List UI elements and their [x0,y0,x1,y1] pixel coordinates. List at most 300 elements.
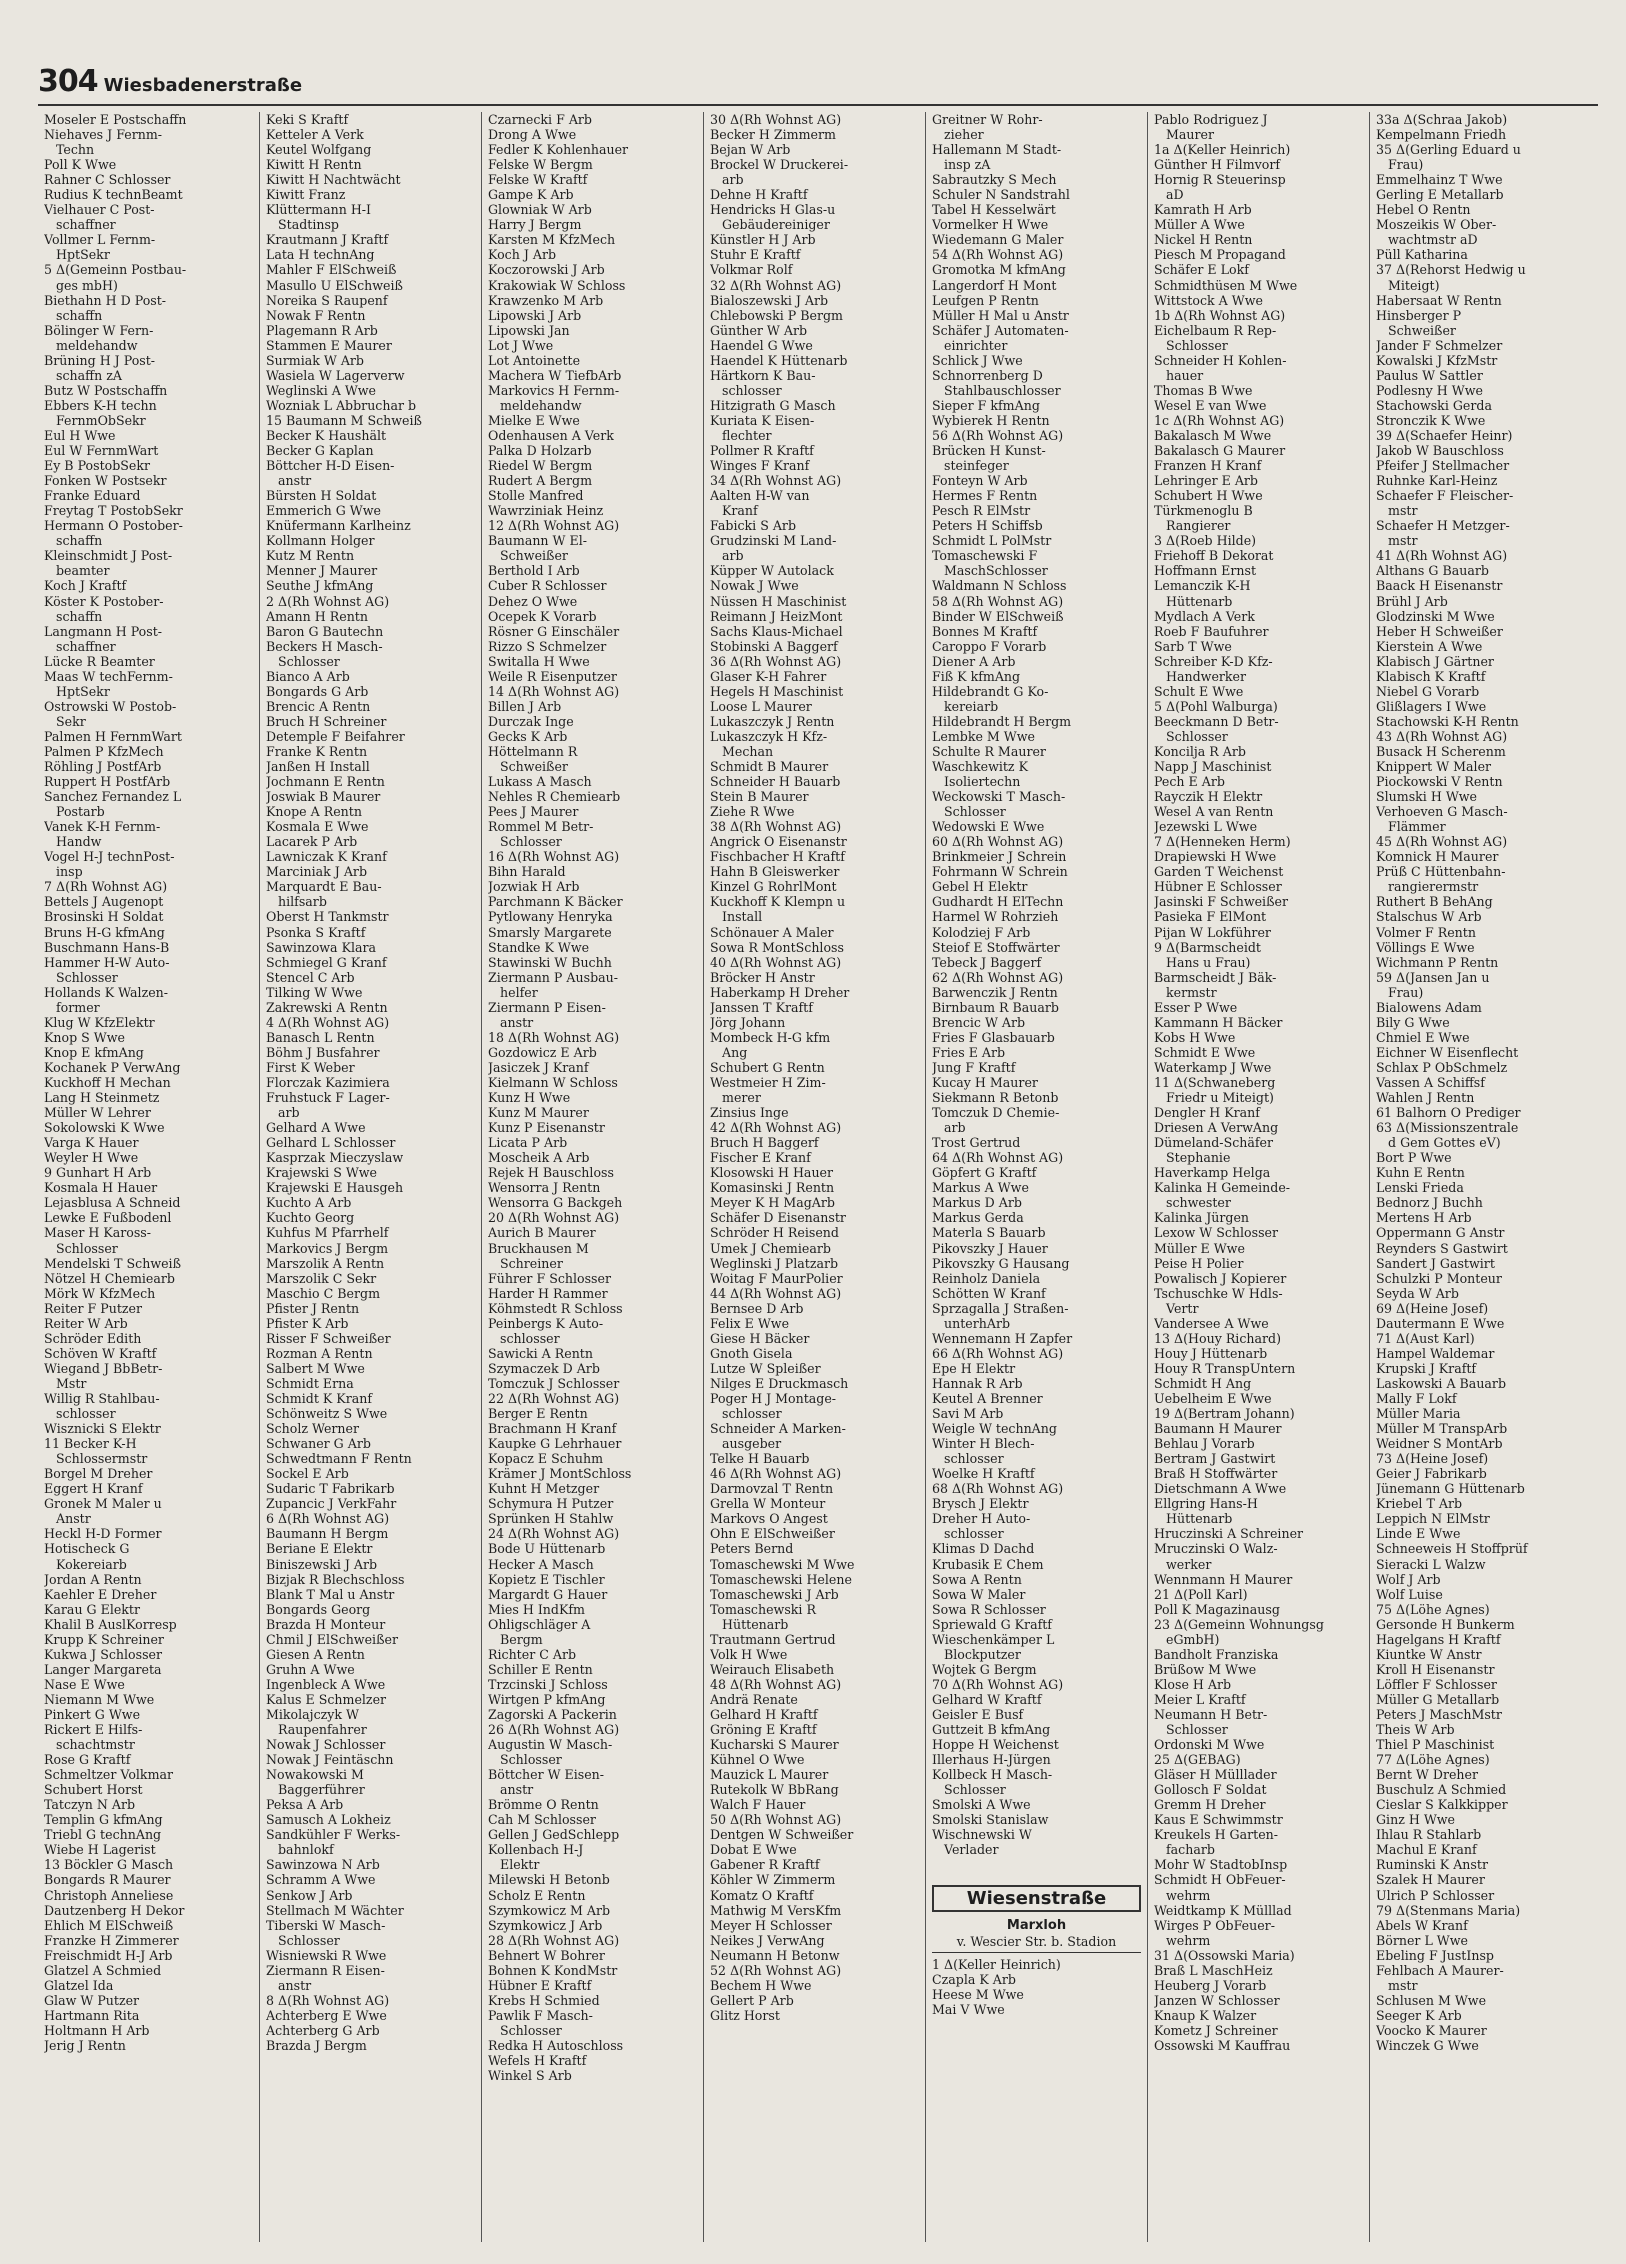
directory-entry: Stronczik K Wwe [1376,412,1486,428]
page-header [38,64,302,99]
directory-entry: Schlax P ObSchmelz [1376,1059,1508,1075]
directory-entry: Rangierer [1166,518,1231,534]
directory-entry: Surmiak W Arb [266,352,364,368]
directory-entry: Markus Gerda [932,1210,1024,1226]
directory-entry: anstr [278,473,312,489]
directory-entry: Müller A Wwe [1154,217,1245,233]
directory-entry: HptSekr [56,247,110,263]
directory-entry: Sawinzowa Klara [266,939,377,955]
directory-entry: Bode U Hüttenarb [488,1541,606,1557]
directory-entry: Lipowski J Arb [488,307,582,323]
directory-entry: Schubert Horst [44,1782,143,1798]
directory-entry: Ulrich P Schlosser [1376,1887,1495,1903]
directory-entry: aD [1166,187,1184,203]
directory-entry: Nowak F Rentn [266,307,366,323]
directory-entry: Rudius K technBeamt [44,187,183,203]
directory-entry: Weyler H Wwe [44,1150,139,1166]
directory-entry: Stellmach M Wächter [266,1902,404,1918]
directory-entry: Brysch J Elektr [932,1496,1029,1512]
directory-entry: facharb [1166,1842,1215,1858]
directory-entry: Schweißer [500,548,568,564]
directory-entry: Wiebe H Lagerist [44,1842,156,1858]
directory-entry: Standke K Wwe [488,939,590,955]
directory-entry: Janssen T Kraftf [710,999,813,1015]
directory-entry: Hüttenarb [722,1616,789,1632]
directory-entry: Ebbers K-H techn [44,397,157,413]
directory-entry: Heese M Wwe [932,1986,1024,2002]
directory-entry: Brömme O Rentn [488,1797,599,1813]
directory-entry: Wahlen J Rentn [1376,1090,1475,1106]
column-2 [260,112,482,2242]
directory-entry: Nehles R Chemiearb [488,789,621,805]
directory-entry: Schlosser [1166,1722,1228,1738]
directory-entry: Wefels H Kraftf [488,2053,587,2069]
directory-entry: Bruns H-G kfmAng [44,924,165,940]
directory-entry: Hübner E Kraftf [488,1977,592,1993]
directory-entry: Moseler E Postschaffn [44,112,187,127]
directory-entry: Tiberski W Masch- [266,1917,386,1933]
directory-entry: Bruch H Baggerf [710,1135,819,1151]
directory-entry: Schlosser [56,969,118,985]
directory-entry: Kaehler E Dreher [44,1586,157,1602]
directory-entry: Plagemann R Arb [266,322,378,338]
directory-entry: Frau) [1388,984,1424,1000]
directory-entry: insp [56,864,83,880]
directory-entry: Dautzenberg H Dekor [44,1902,185,1918]
directory-entry: Lot J Wwe [488,337,554,353]
directory-entry: Gecks K Arb [488,728,568,744]
directory-entry: Reiter W Arb [44,1315,128,1331]
directory-entry: 46 Δ(Rh Wohnst AG) [710,1466,842,1482]
directory-entry: Sekr [56,713,86,729]
directory-entry: Maschio C Bergm [266,1285,381,1301]
directory-entry: Braß H Stoffwärter [1154,1466,1278,1482]
directory-entry: Ziehe R Wwe [710,804,795,820]
directory-entry: Fonken W Postsekr [44,473,167,489]
directory-entry: Schlosser [500,834,562,850]
directory-entry: Schulzki P Monteur [1376,1270,1502,1286]
directory-entry: Salbert M Wwe [266,1360,365,1376]
directory-entry: Ruthert B BehAng [1376,894,1493,910]
directory-entry: Brencic A Rentn [266,698,371,714]
directory-entry: Tomaschewski J Arb [710,1586,839,1602]
directory-entry: Schäfer E Lokf [1154,262,1249,278]
directory-entry: Berger E Rentn [488,1406,588,1422]
directory-entry: Seeger K Arb [1376,2007,1462,2023]
directory-entry: Nötzel H Chemiearb [44,1270,175,1286]
directory-entry: Böhm J Busfahrer [266,1044,380,1060]
directory-entry: Kiuntke W Anstr [1376,1646,1482,1662]
directory-entry: flechter [722,427,772,443]
directory-entry: Türkmenoglu B [1154,503,1253,519]
directory-entry: Jörg Johann [710,1014,786,1030]
directory-entry: Baumann H Maurer [1154,1421,1282,1437]
directory-entry: Stencel C Arb [266,969,355,985]
directory-entry: Brüßow M Wwe [1154,1661,1257,1677]
directory-entry: 75 Δ(Löhe Agnes) [1376,1601,1490,1617]
directory-entry: 43 Δ(Rh Wohnst AG) [1376,728,1508,744]
directory-entry: hauer [1166,367,1204,383]
directory-entry: Oberst H Tankmstr [266,909,389,925]
directory-entry: Binder W ElSchweiß [932,608,1064,624]
directory-entry: Komatz O Kraftf [710,1887,814,1903]
directory-entry: 36 Δ(Rh Wohnst AG) [710,653,842,669]
directory-entry: Wirtgen P kfmAng [488,1691,606,1707]
directory-entry: Bruckhausen M [488,1240,589,1256]
directory-entry: schaffner [56,638,116,654]
directory-entry: Emmerich G Wwe [266,503,381,519]
directory-entry: Knope A Rentn [266,804,362,820]
directory-entry: Reinholz Daniela [932,1270,1041,1286]
directory-entry: Winkel S Arb [488,2068,572,2084]
directory-entry: Maurer [1166,127,1215,143]
directory-entry: Bednorz J Buchh [1376,1195,1483,1211]
directory-entry: Scholz Werner [266,1421,360,1437]
directory-entry: Nilges E Druckmasch [710,1375,849,1391]
directory-entry: Fabicki S Arb [710,518,797,534]
directory-entry: Tilking W Wwe [266,984,363,1000]
directory-entry: Hoppe H Weichenst [932,1737,1059,1753]
directory-entry: meldehandw [500,397,582,413]
directory-entry: Bialoszewski J Arb [710,292,829,308]
directory-entry: wachtmstr aD [1388,232,1478,248]
directory-entry: Fries E Arb [932,1044,1006,1060]
directory-entry: Tomaschewski F [932,548,1038,564]
directory-entry: Achterberg G Arb [266,2022,380,2038]
directory-entry: Schlusen M Wwe [1376,1992,1487,2008]
directory-entry: 38 Δ(Rh Wohnst AG) [710,819,842,835]
directory-entry: Geier J Fabrikarb [1376,1466,1487,1482]
directory-entry: Kuchto A Arb [266,1195,352,1211]
directory-entry: Wybierek H Rentn [932,412,1050,428]
directory-entry: Wedowski E Wwe [932,819,1045,835]
directory-entry: Fonteyn W Arb [932,473,1028,489]
directory-entry: Hendricks H Glas-u [710,202,836,218]
directory-entry: Psonka S Kraftf [266,924,366,940]
directory-entry: Kinzel G RohrlMont [710,879,837,895]
directory-entry: Schlosser [944,1782,1006,1798]
directory-entry: Giese H Bäcker [710,1330,810,1346]
directory-entry: Joswiak B Maurer [266,789,381,805]
directory-entry: Wisznicki S Elektr [44,1421,161,1437]
directory-entry: Baack H Eisenanstr [1376,578,1503,594]
directory-entry: Emmelhainz T Wwe [1376,172,1503,188]
directory-entry: Bernt W Dreher [1376,1767,1479,1783]
directory-entry: Rickert E Hilfs- [44,1722,143,1738]
directory-entry: Holtmann H Arb [44,2022,150,2038]
directory-entry: Weirauch Elisabeth [710,1661,835,1677]
directory-entry: Bily G Wwe [1376,1014,1450,1030]
directory-entry: Kammann H Bäcker [1154,1014,1283,1030]
directory-entry: Khalil B AuslKorresp [44,1616,177,1632]
directory-entry: Kiwitt H Rentn [266,157,362,173]
directory-entry: wehrm [1166,1887,1211,1903]
directory-entry: Markovs O Angest [710,1511,828,1527]
directory-entry: Schubert G Rentn [710,1059,825,1075]
directory-entry: 79 Δ(Stenmans Maria) [1376,1902,1521,1918]
directory-entry: Kuckhoff K Klempn u [710,894,846,910]
directory-entry: Sandert J Gastwirt [1376,1255,1495,1271]
directory-entry: Kleinschmidt J Post- [44,548,173,564]
directory-entry: Buschulz A Schmied [1376,1782,1507,1798]
directory-entry: 64 Δ(Rh Wohnst AG) [932,1150,1064,1166]
directory-entry: Müller Maria [1376,1406,1461,1422]
directory-entry: Birnbaum R Bauarb [932,999,1059,1015]
directory-entry: Uebelheim E Wwe [1154,1390,1272,1406]
directory-entry: 11 Δ(Schwaneberg [1154,1075,1276,1090]
directory-entry: Ziermann P Ausbau- [488,969,619,985]
directory-entry: Hollands K Walzen- [44,984,169,1000]
directory-entry: HptSekr [56,683,110,699]
directory-entry: Kempelmann Friedh [1376,127,1507,143]
directory-entry: schaffn [56,307,103,323]
directory-entry: Sandkühler F Werks- [266,1827,401,1843]
directory-entry: 33a Δ(Schraa Jakob) [1376,112,1508,127]
directory-entry: Kukwa J Schlosser [44,1646,163,1662]
directory-entry: Volk H Wwe [710,1646,788,1662]
directory-entry: Janßen H Install [266,759,370,775]
directory-entry: Püll Katharina [1376,247,1468,263]
directory-entry: Pablo Rodriguez J [1154,112,1268,127]
directory-entry: Szalek H Maurer [1376,1872,1485,1888]
directory-entry: Peters J MaschMstr [1376,1706,1502,1722]
directory-entry: Techn [56,142,95,158]
directory-entry: Bongards Georg [266,1601,371,1617]
directory-entry: Komasinski J Rentn [710,1180,835,1196]
directory-entry: ausgeber [722,1436,782,1452]
directory-entry: Meyer H Schlosser [710,1917,832,1933]
directory-entry: Esser P Wwe [1154,999,1238,1015]
directory-entry: Rutekolk W BbRang [710,1782,839,1798]
directory-entry: 9 Δ(Barmscheidt [1154,939,1261,955]
directory-entry: Schmidt E Wwe [1154,1044,1256,1060]
directory-entry: Sprünken H Stahlw [488,1511,614,1527]
page-number: 304 [38,64,98,99]
directory-entry: 52 Δ(Rh Wohnst AG) [710,1962,842,1978]
directory-entry: Klose H Arb [1154,1676,1232,1692]
directory-entry: Bechem H Wwe [710,1977,812,1993]
directory-entry: Sowa A Rentn [932,1571,1022,1587]
directory-entry: Jozwiak H Arb [488,879,580,895]
directory-entry: Peise H Polier [1154,1255,1244,1271]
directory-entry: Mydlach A Verk [1154,608,1255,624]
directory-entry: Szymkowicz J Arb [488,1917,603,1933]
directory-entry: Noreika S Raupenf [266,292,388,308]
directory-entry: einrichter [944,337,1008,353]
directory-entry: Pawlik F Masch- [488,2007,593,2023]
directory-entry: Trost Gertrud [932,1135,1021,1151]
directory-entry: Schreiber K-D Kfz- [1154,653,1273,669]
directory-entry: 45 Δ(Rh Wohnst AG) [1376,834,1508,850]
directory-entry: 5 Δ(Pohl Walburga) [1154,698,1278,714]
directory-entry: Install [722,909,763,925]
directory-entry: Krajewski E Hausgeh [266,1180,404,1196]
directory-entry: Schlosser [278,653,340,669]
directory-entry: Dautermann E Wwe [1376,1315,1505,1331]
directory-entry: Jander F Schmelzer [1376,337,1503,353]
directory-entry: 44 Δ(Rh Wohnst AG) [710,1285,842,1301]
directory-entry: Bialowens Adam [1376,999,1482,1015]
directory-entry: Keutel Wolfgang [266,142,372,158]
directory-entry: Busack H Scherenm [1376,743,1506,759]
directory-entry: Vandersee A Wwe [1154,1315,1269,1331]
directory-entry: Mstr [56,1375,87,1391]
directory-entry: Kucharski S Maurer [710,1737,839,1753]
directory-entry: Butz W Postschaffn [44,382,168,398]
directory-entry: Mechan [722,743,774,759]
directory-entry: 56 Δ(Rh Wohnst AG) [932,427,1064,443]
directory-entry: Grella W Monteur [710,1496,826,1512]
directory-entry: Kokereiarb [56,1556,127,1572]
directory-entry: Mies H IndKfm [488,1601,585,1617]
directory-entry: Pasieka F ElMont [1154,909,1267,925]
directory-entry: Ebeling F JustInsp [1376,1947,1494,1963]
directory-entry: Hermann O Postober- [44,518,183,534]
directory-entry: 77 Δ(Löhe Agnes) [1376,1752,1490,1768]
directory-entry: Meyer K H MagArb [710,1195,835,1211]
directory-entry: Gollosch F Soldat [1154,1782,1267,1798]
directory-entry: Wojtek G Bergm [932,1661,1037,1677]
directory-entry: Weigle W technAng [932,1421,1057,1437]
directory-entry: Lawniczak K Kranf [266,849,387,865]
directory-entry: arb [722,548,744,564]
directory-entry: Pfeifer J Stellmacher [1376,458,1510,474]
directory-entry: Wieschenkämper L [932,1631,1055,1647]
directory-entry: Leppich N ElMstr [1376,1511,1490,1527]
directory-entry: Kielmann W Schloss [488,1075,618,1090]
directory-entry: Braß L MaschHeiz [1154,1962,1273,1978]
directory-entry: Kriebel T Arb [1376,1496,1463,1512]
directory-entry: Markus A Wwe [932,1180,1029,1196]
directory-entry: kermstr [1166,984,1217,1000]
directory-entry: 31 Δ(Ossowski Maria) [1154,1947,1295,1963]
directory-entry: Parchmann K Bäcker [488,894,623,910]
directory-entry: Mahler F ElSchweiß [266,262,397,278]
directory-entry: Mertens H Arb [1376,1210,1472,1226]
directory-entry: Ruppert H PostfArb [44,774,171,790]
directory-entry: Rose G Kraftf [44,1752,131,1768]
directory-entry: Thomas B Wwe [1154,382,1253,398]
directory-entry: Hüttenarb [1166,593,1233,609]
directory-entry: Günther H Filmvorf [1154,157,1281,173]
directory-entry: Abels W Kranf [1376,1917,1468,1933]
directory-entry: Weglinski J Platzarb [710,1255,839,1271]
directory-entry: Keki S Kraftf [266,112,349,127]
directory-entry: Nowak J Feintäschn [266,1752,394,1768]
directory-entry: Bruch H Schreiner [266,713,387,729]
directory-entry: Dentgen W Schweißer [710,1827,854,1843]
directory-entry: Künstler H J Arb [710,232,816,248]
directory-entry: Markus D Arb [932,1195,1022,1211]
directory-entry: Hübner E Schlosser [1154,879,1282,895]
page-street-title: Wiesbadenerstraße [103,75,303,96]
directory-entry: schlosser [944,1451,1004,1467]
directory-entry: Knaup K Walzer [1154,2007,1257,2023]
directory-entry: Poger H J Montage- [710,1390,837,1406]
directory-entry: Greitner W Rohr- [932,112,1043,127]
directory-entry: Mohr W StadtobInsp [1154,1857,1288,1873]
directory-entry: Nowak J Schlosser [266,1737,386,1753]
directory-entry: Lejasblusa A Schneid [44,1195,181,1211]
directory-entry: Janzen W Schlosser [1154,1992,1280,2008]
directory-entry: Gebäudereiniger [722,217,830,233]
directory-entry: Friehoff B Dekorat [1154,548,1274,564]
directory-entry: Kochanek P VerwAng [44,1059,181,1075]
directory-entry: Kopacz E Schuhm [488,1451,604,1467]
directory-entry: Brühl J Arb [1376,593,1448,609]
directory-entry: Gelhard W Kraftf [932,1691,1042,1707]
directory-entry: Licata P Arb [488,1135,568,1151]
directory-entry: eGmbH) [1166,1631,1220,1647]
directory-entry: Triebl G technAng [44,1827,162,1843]
directory-entry: Kiwitt H Nachtwächt [266,172,401,188]
directory-entry: Powalisch J Kopierer [1154,1270,1287,1286]
directory-entry: Behlau J Vorarb [1154,1436,1255,1452]
directory-entry: Hannak R Arb [932,1375,1023,1391]
directory-entry: schlosser [56,1406,116,1422]
directory-entry: Bongards R Maurer [44,1872,171,1888]
directory-entry: Odenhausen A Verk [488,427,614,443]
directory-entry: 11 Becker K-H [44,1436,137,1452]
directory-entry: schwester [1166,1195,1231,1211]
directory-entry: Thiel P Maschinist [1376,1737,1495,1753]
directory-entry: Mörk W KfzMech [44,1285,156,1301]
directory-entry: Caroppo F Vorarb [932,638,1047,654]
directory-entry: Baggerführer [278,1782,365,1798]
directory-entry: Durczak Inge [488,713,574,729]
directory-entry: Postarb [56,804,105,820]
directory-entry: Lukass A Masch [488,774,592,790]
directory-entry: Bihn Harald [488,864,566,880]
directory-entry: 40 Δ(Rh Wohnst AG) [710,954,842,970]
directory-entry: Buschmann Hans-B [44,939,170,955]
directory-entry: 48 Δ(Rh Wohnst AG) [710,1676,842,1692]
directory-entry: Hüttenarb [1166,1511,1233,1527]
directory-entry: Reimann J HeizMont [710,608,843,624]
directory-entry: Franzen H Kranf [1154,458,1262,474]
directory-entry: Schmidt B Maurer [710,759,829,775]
directory-entry: Brachmann H Kranf [488,1421,617,1437]
directory-entry: Schmidt L PolMstr [932,533,1052,549]
directory-entry: Krajewski S Wwe [266,1165,378,1181]
directory-entry: Wawrziniak Heinz [488,503,604,519]
directory-entry: Fries F Glasbauarb [932,1029,1055,1045]
directory-entry: 18 Δ(Rh Wohnst AG) [488,1029,620,1045]
directory-entry: Kuriata K Eisen- [710,412,815,428]
directory-entry: Stephanie [1166,1150,1231,1166]
directory-entry: Glaser K-H Fahrer [710,668,827,684]
directory-entry: Gremm H Dreher [1154,1797,1266,1813]
directory-entry: Komnick H Maurer [1376,849,1499,865]
directory-entry: Brockel W Druckerei- [710,157,849,173]
directory-entry: Cah M Schlosser [488,1812,596,1828]
directory-entry: Schlosser [500,1752,562,1768]
directory-entry: Schöven W Kraftf [44,1345,157,1361]
directory-entry: beamter [56,563,110,579]
directory-entry: Schneider A Marken- [710,1421,846,1437]
directory-entry: Vogel H-J technPost- [44,849,175,865]
directory-entry: Roeb F Baufuhrer [1154,623,1269,639]
directory-entry: 28 Δ(Rh Wohnst AG) [488,1932,620,1948]
directory-entry: Krakowiak W Schloss [488,277,626,293]
directory-entry: Szymaczek D Arb [488,1360,600,1376]
directory-entry: 34 Δ(Rh Wohnst AG) [710,473,842,489]
directory-entry: Köster K Postober- [44,593,164,609]
directory-entry: Lenski Frieda [1376,1180,1464,1196]
directory-entry: Wasiela W Lagerverw [266,367,405,383]
directory-entry: Schaefer H Metzger- [1376,518,1510,534]
directory-entry: unterhArb [944,1315,1011,1331]
